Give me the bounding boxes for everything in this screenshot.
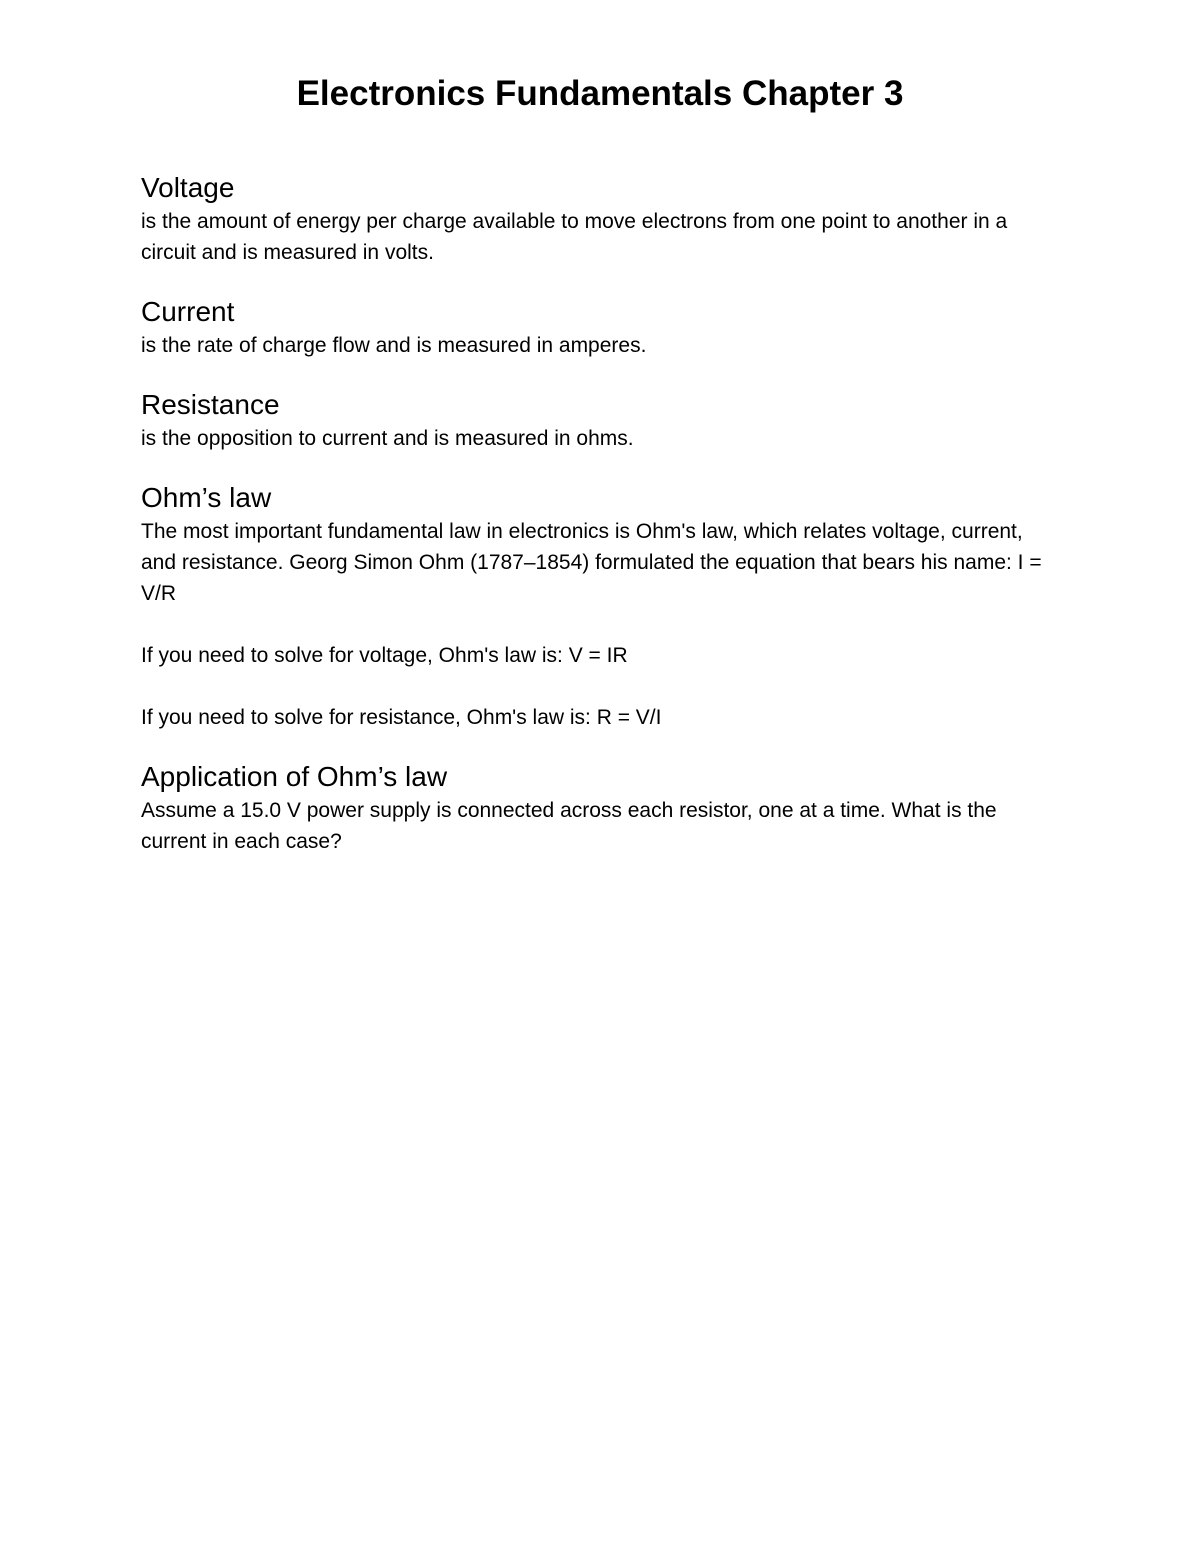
section-heading: Application of Ohm’s law <box>141 761 448 792</box>
section-heading: Ohm’s law <box>141 482 272 513</box>
section-ohms-law <box>141 480 1061 733</box>
section-application-ohms-law <box>141 759 1061 857</box>
section-paragraph: is the amount of energy per charge available to move electrons from one point to another in a circuit and is measured in volts. <box>141 210 1008 264</box>
section-paragraph: is the opposition to current and is measured in ohms. <box>141 427 634 450</box>
section-heading: Resistance <box>141 389 280 420</box>
section-heading: Current <box>141 296 235 327</box>
section-paragraph: The most important fundamental law in electronics is Ohm's law, which relates voltage, current, and resistance. Georg Simon Ohm (1787–1854) formulated the equation that bears his name: I = V/R <box>141 520 1042 605</box>
section-paragraph: If you need to solve for resistance, Ohm's law is: R = V/I <box>141 706 662 729</box>
section-paragraph: is the rate of charge flow and is measured in amperes. <box>141 334 647 357</box>
section-resistance <box>141 387 1061 454</box>
section-current <box>141 294 1061 361</box>
section-paragraph: If you need to solve for voltage, Ohm's law is: V = IR <box>141 644 628 667</box>
section-heading: Voltage <box>141 172 235 203</box>
section-paragraph: Assume a 15.0 V power supply is connected across each resistor, one at a time. What is the current in each case? <box>141 799 997 853</box>
document-body <box>141 170 1061 883</box>
section-voltage <box>141 170 1061 268</box>
page-title: Electronics Fundamentals Chapter 3 <box>296 74 904 113</box>
